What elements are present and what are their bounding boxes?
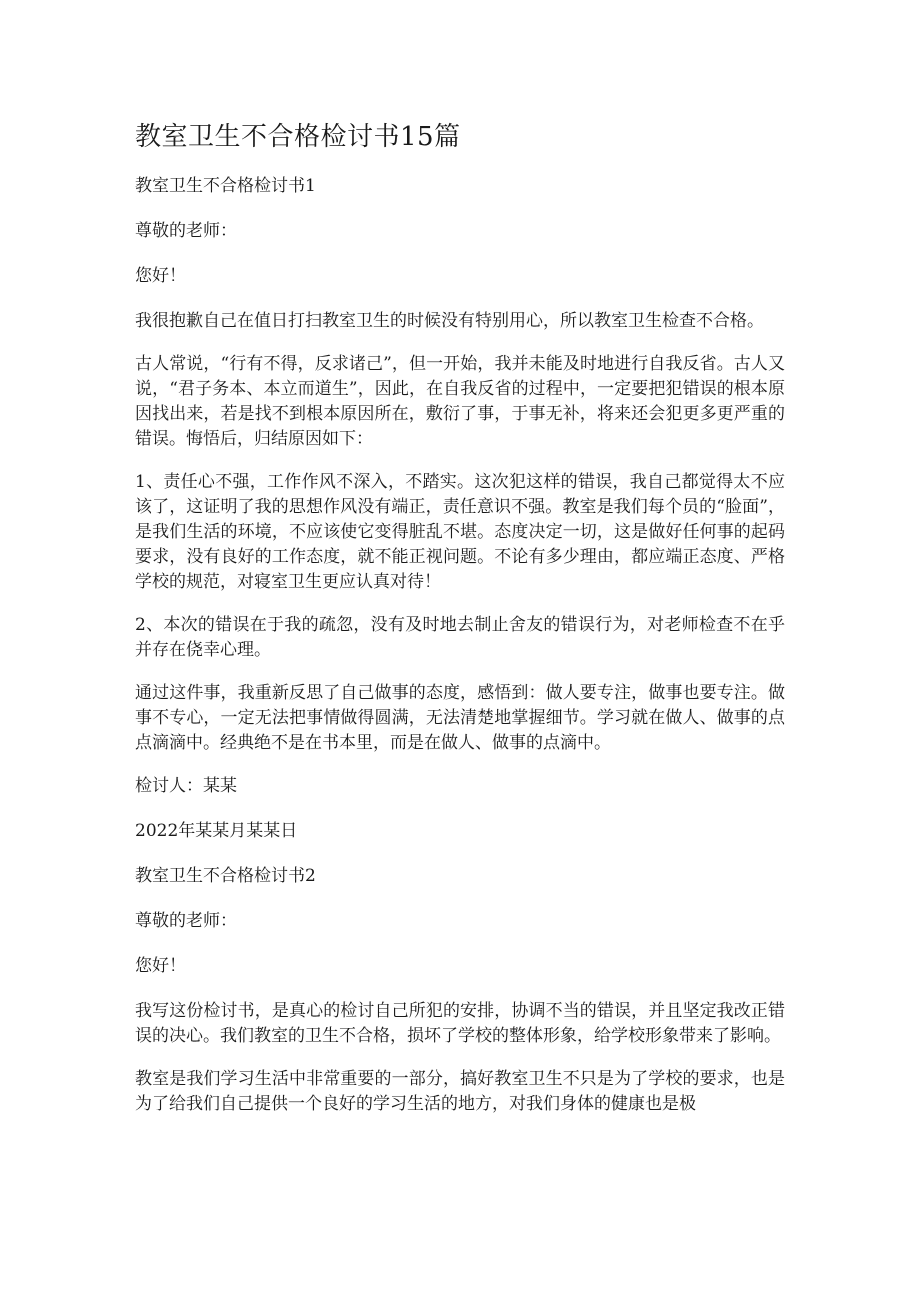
paragraph-classroom-2: 教室是我们学习生活中非常重要的一部分，搞好教室卫生不只是为了学校的要求，也是为了给我们自己提供一个良好的学习生活的地方，对我们身体的健康也是极 xyxy=(135,1069,785,1114)
paragraph-reason-2: 2、本次的错误在于我的疏忽，没有及时地去制止舍友的错误行为，对老师检查不在乎并存在侥幸心理。 xyxy=(135,615,785,660)
paragraph-reason-1: 1、责任心不强，工作作风不深入，不踏实。这次犯这样的错误，我自己都觉得太不应该了，这证明了我的思想作风没有端正，责任意识不强。教室是我们每个员的“脸面”，是我们生活的环境，不应该使它变得脏乱不堪。态度决定一切，这是做好任何事的起码要求，没有良好的工作态度，就不能正视问题。不论有多少理由，都应端正态度、严格学校的规范，对寝室卫生更应认真对待！ xyxy=(135,472,785,592)
paragraph-intro-2: 我写这份检讨书，是真心的检讨自己所犯的安排，协调不当的错误，并且坚定我改正错误的决心。我们教室的卫生不合格，损坏了学校的整体形象，给学校形象带来了影响。 xyxy=(135,1001,785,1046)
paragraph-conclusion: 通过这件事，我重新反思了自己做事的态度，感悟到：做人要专注，做事也要专注。做事不专心，一定无法把事情做得圆满，无法清楚地掌握细节。学习就在做人、做事的点点滴滴中。经典绝不是在书本里，而是在做人、做事的点滴中。 xyxy=(135,683,785,753)
greeting: 您好！ xyxy=(135,266,186,286)
salutation-2: 尊敬的老师： xyxy=(135,911,237,931)
document-body xyxy=(135,118,785,1135)
date-line: 2022年某某月某某日 xyxy=(135,821,298,841)
signature-line: 检讨人：某某 xyxy=(135,776,237,796)
greeting-2: 您好！ xyxy=(135,956,186,976)
document-title: 教室卫生不合格检讨书15篇 xyxy=(135,122,461,152)
paragraph-reflection: 古人常说，“行有不得，反求诸己”，但一开始，我并未能及时地进行自我反省。古人又说，“君子务本、本立而道生”，因此，在自我反省的过程中，一定要把犯错误的根本原因找出来，若是找不到根本原因所在，敷衍了事，于事无补，将来还会犯更多更严重的错误。悔悟后，归结原因如下： xyxy=(135,354,785,449)
section-heading-1: 教室卫生不合格检讨书1 xyxy=(135,176,316,196)
salutation: 尊敬的老师： xyxy=(135,221,237,241)
paragraph-apology: 我很抱歉自己在值日打扫教室卫生的时候没有特别用心，所以教室卫生检查不合格。 xyxy=(135,311,764,331)
section-heading-2: 教室卫生不合格检讨书2 xyxy=(135,866,316,886)
